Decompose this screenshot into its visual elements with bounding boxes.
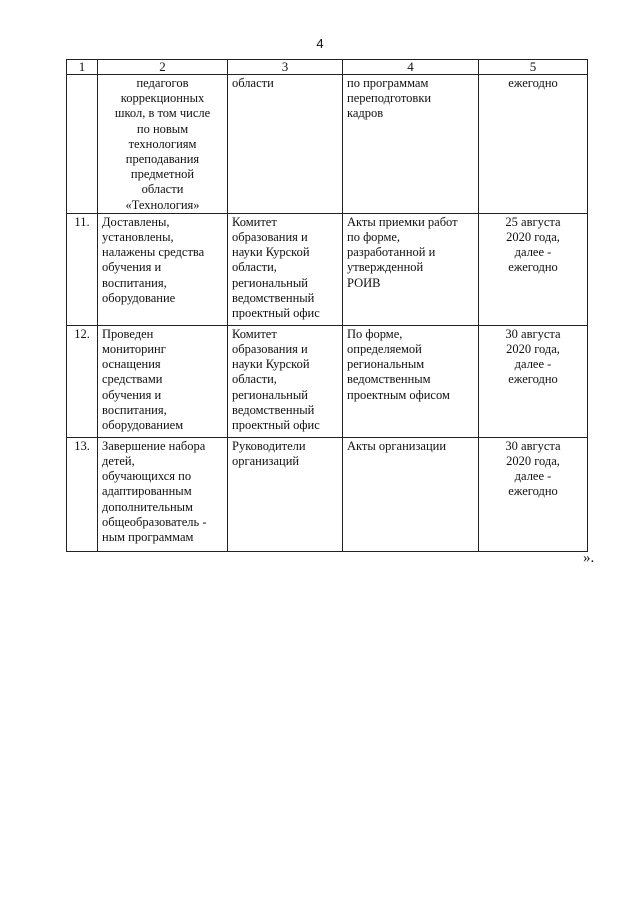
header-cell-col4: 4 [343, 60, 479, 75]
responsible-cell: Руководители организаций [228, 437, 343, 551]
document-cell: Акты организации [343, 437, 479, 551]
table-row [67, 75, 588, 214]
responsible-cell: Комитет образования и науки Курской области, региональный ведомственный проектный офис [228, 325, 343, 437]
deadline-cell: 30 августа 2020 года, далее - ежегодно [479, 325, 588, 437]
page-number: 4 [316, 36, 324, 51]
table-row [67, 437, 588, 551]
header-cell-col3: 3 [228, 60, 343, 75]
activity-cell: Завершение набора детей, обучающихся по адаптированным дополнительным общеобразователь - ным программам [98, 437, 228, 551]
schedule-table [66, 59, 588, 552]
row-number-cell [67, 75, 98, 214]
document-cell: по программам переподготовки кадров [343, 75, 479, 214]
deadline-cell: 25 августа 2020 года, далее - ежегодно [479, 213, 588, 325]
deadline-cell: ежегодно [479, 75, 588, 214]
activity-cell: педагогов коррекционных школ, в том числе по новым технологиям преподавания предметной области «Технология» [98, 75, 228, 214]
header-cell-col1: 1 [67, 60, 98, 75]
header-cell-col2: 2 [98, 60, 228, 75]
responsible-cell: Комитет образования и науки Курской области, региональный ведомственный проектный офис [228, 213, 343, 325]
row-number-cell: 11. [67, 213, 98, 325]
closing-quote-mark: ». [583, 550, 595, 566]
table-row [67, 213, 588, 325]
activity-cell: Проведен мониторинг оснащения средствами обучения и воспитания, оборудованием [98, 325, 228, 437]
activity-cell: Доставлены, установлены, налажены средства обучения и воспитания, оборудование [98, 213, 228, 325]
document-cell: Акты приемки работ по форме, разработанной и утвержденной РОИВ [343, 213, 479, 325]
table-row [67, 325, 588, 437]
table-header-row [67, 60, 588, 75]
responsible-cell: области [228, 75, 343, 214]
document-cell: По форме, определяемой региональным ведомственным проектным офисом [343, 325, 479, 437]
row-number-cell: 12. [67, 325, 98, 437]
header-cell-col5: 5 [479, 60, 588, 75]
deadline-cell: 30 августа 2020 года, далее - ежегодно [479, 437, 588, 551]
row-number-cell: 13. [67, 437, 98, 551]
